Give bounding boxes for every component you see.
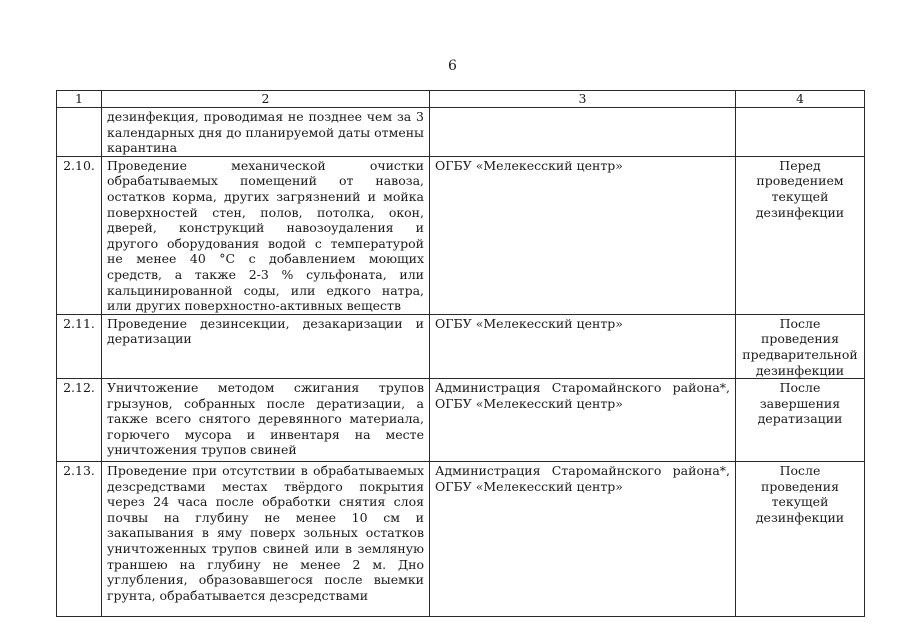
table-row (57, 462, 865, 617)
item-executor: ОГБУ «Мелекесский центр» (430, 314, 736, 378)
item-description: Проведение механической очистки обрабатываемых помещений от навоза, остатков корма, других загрязнений и мойка поверхностей стен, полов, потолка, окон, дверей, конструкций навозоудаления и другого оборудования водой с температурой не менее 40 °С с добавлением моющих средств, а также 2-3 % сульфоната, или кальцинированной соды, или едкого натра, или других поверхностно-активных веществ (102, 156, 430, 314)
page-number: 6 (448, 58, 457, 74)
item-number: 2.10. (57, 156, 102, 314)
header-cell-2: 2 (102, 91, 430, 108)
item-description: Уничтожение методом сжигания трупов грызунов, собранных после дератизации, а также всего снятого деревянного материала, горючего мусора и инвентаря на месте уничтожения трупов свиней (102, 379, 430, 462)
item-timing: Перед проведением текущей дезинфекции (736, 156, 865, 314)
table-row (57, 314, 865, 378)
header-cell-3: 3 (430, 91, 736, 108)
table-row (57, 108, 865, 157)
item-timing (736, 108, 865, 157)
item-description: Проведение дезинсекции, дезакаризации и дератизации (102, 314, 430, 378)
item-timing: После проведения текущей дезинфекции (736, 462, 865, 617)
table-row (57, 156, 865, 314)
item-executor: ОГБУ «Мелекесский центр» (430, 156, 736, 314)
header-row (57, 91, 865, 108)
item-timing: После проведения предварительной дезинфекции (736, 314, 865, 378)
item-number: 2.13. (57, 462, 102, 617)
item-number (57, 108, 102, 157)
item-executor: Администрация Старомайнского района*, ОГБУ «Мелекесский центр» (430, 379, 736, 462)
item-number: 2.12. (57, 379, 102, 462)
item-timing: После завершения дератизации (736, 379, 865, 462)
measures-table (56, 90, 865, 617)
item-executor: Администрация Старомайнского района*, ОГБУ «Мелекесский центр» (430, 462, 736, 617)
table-row (57, 379, 865, 462)
item-number: 2.11. (57, 314, 102, 378)
item-description: дезинфекция, проводимая не позднее чем за 3 календарных дня до планируемой даты отмены карантина (102, 108, 430, 157)
item-executor (430, 108, 736, 157)
header-cell-1: 1 (57, 91, 102, 108)
header-cell-4: 4 (736, 91, 865, 108)
item-description: Проведение при отсутствии в обрабатываемых дезсредствами местах твёрдого покрытия через 24 часа после обработки снятия слоя почвы на глубину не менее 10 см и закапывания в яму поверх зольных остатков уничтоженных трупов свиней или в земляную траншею на глубину не менее 2 м. Дно углубления, образовавшегося после выемки грунта, обрабатывается дезсредствами (102, 462, 430, 617)
